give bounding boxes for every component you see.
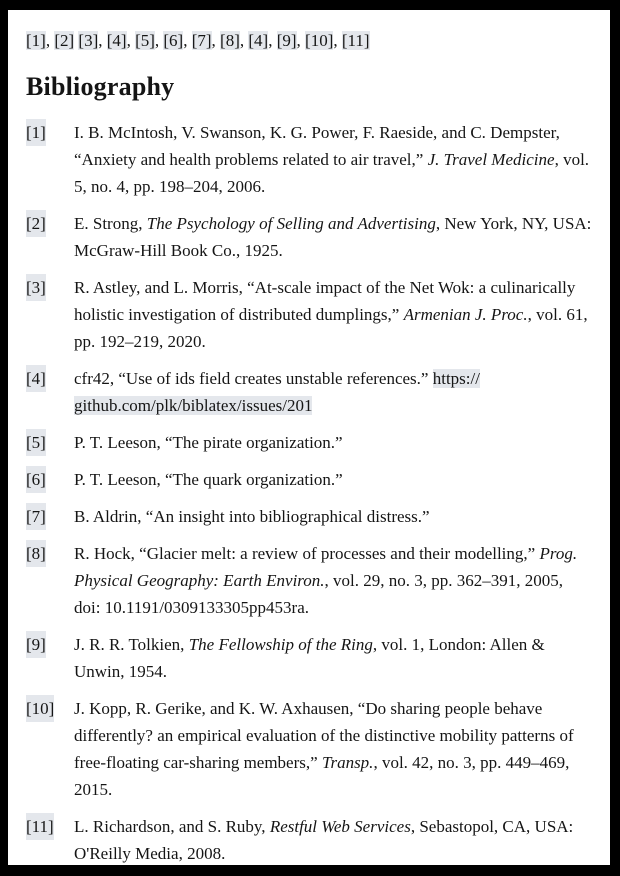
citation-separator: , xyxy=(239,31,249,50)
entry-text-segment: P. T. Leeson, “The pirate organization.” xyxy=(74,433,343,452)
citation-separator: , xyxy=(45,31,55,50)
entry-text-segment: , New York, NY, USA: McGraw-Hill Book Co., 1925. xyxy=(74,214,592,260)
entry-text-segment: L. Richardson, and S. Ruby, xyxy=(74,817,270,836)
entry-label[interactable]: [11] xyxy=(26,813,54,840)
citation-line xyxy=(26,27,592,54)
citation-link[interactable]: [9] xyxy=(276,31,297,50)
entry-text-segment: R. Hock, “Glacier melt: a review of processes and their modelling,” xyxy=(74,544,540,563)
document-page xyxy=(8,10,610,865)
entry-label[interactable]: [1] xyxy=(26,119,46,146)
entry-text xyxy=(74,278,588,351)
bibliography-entry xyxy=(26,503,592,530)
entry-text-segment: cfr42, “Use of ids field creates unstable references.” xyxy=(74,369,433,388)
citation-link[interactable]: [8] xyxy=(220,31,240,50)
entry-text-segment: , vol. 42, no. 3, pp. 449–469, 2015. xyxy=(74,753,570,799)
bibliography-list xyxy=(26,119,592,865)
entry-label[interactable]: [7] xyxy=(26,503,46,530)
entry-title-italic: Armenian J. Proc. xyxy=(403,305,528,324)
entry-text xyxy=(74,507,430,526)
entry-text xyxy=(74,817,573,863)
citation-link[interactable]: [11] xyxy=(341,31,370,50)
citation-link[interactable]: [7] xyxy=(191,31,212,50)
entry-text xyxy=(74,214,591,260)
entry-title-italic: Transp. xyxy=(321,753,374,772)
bibliography-entry xyxy=(26,631,592,685)
entry-text-segment: J. R. R. Tolkien, xyxy=(74,635,189,654)
entry-text-segment: , Sebastopol, CA, USA: O'Reilly Media, 2008. xyxy=(74,817,574,863)
entry-text xyxy=(74,470,343,489)
citation-link[interactable]: [3] xyxy=(78,31,99,50)
citation-link[interactable]: [6] xyxy=(163,31,184,50)
citation-separator: , xyxy=(211,31,221,50)
entry-label[interactable]: [4] xyxy=(26,365,46,392)
citation-link[interactable]: [4] xyxy=(106,31,127,50)
entry-url-link[interactable]: github.com/plk/biblatex/issues/201 xyxy=(74,396,313,415)
entry-text xyxy=(74,699,574,799)
entry-label[interactable]: [2] xyxy=(26,210,46,237)
entry-label[interactable]: [6] xyxy=(26,466,46,493)
entry-text xyxy=(74,433,343,452)
entry-text-segment: B. Aldrin, “An insight into bibliographical distress.” xyxy=(74,507,430,526)
citation-link[interactable]: [2] xyxy=(54,31,75,50)
entry-label[interactable]: [10] xyxy=(26,695,54,722)
citation-link[interactable]: [5] xyxy=(135,31,155,50)
entry-label[interactable]: [8] xyxy=(26,540,46,567)
citation-separator: , xyxy=(154,31,164,50)
entry-title-italic: Restful Web Services xyxy=(269,817,411,836)
entry-label[interactable]: [5] xyxy=(26,429,46,456)
citation-separator: , xyxy=(333,31,342,50)
citation-link[interactable]: [10] xyxy=(305,31,334,50)
entry-url-link[interactable]: https:// xyxy=(432,369,480,388)
entry-text-segment: J. Kopp, R. Gerike, and K. W. Axhausen, “Do sharing people behave differently? an empirical evaluation of the distinctive mobility patterns of free-floating car-sharing members,” xyxy=(74,699,574,772)
entry-text-segment: I. B. McIntosh, V. Swanson, K. G. Power, F. Raeside, and C. Dempster, “Anxiety and health problems related to air travel,” xyxy=(74,123,560,169)
entry-title-italic: The Psychology of Selling and Advertising xyxy=(146,214,436,233)
citation-separator: , xyxy=(268,31,277,50)
bibliography-entry xyxy=(26,429,592,456)
entry-title-italic: Prog. Physical Geography: Earth Environ. xyxy=(74,544,578,590)
bibliography-entry xyxy=(26,365,592,419)
bibliography-entry xyxy=(26,119,592,200)
bibliography-heading: Bibliography xyxy=(26,72,175,101)
citation-link[interactable]: [1] xyxy=(26,31,46,50)
entry-text xyxy=(74,123,589,196)
entry-text-segment: , vol. 61, pp. 192–219, 2020. xyxy=(74,305,588,351)
entry-text xyxy=(74,635,545,681)
bibliography-entry xyxy=(26,466,592,493)
citation-separator: , xyxy=(183,31,192,50)
entry-text xyxy=(74,369,480,415)
citation-separator: , xyxy=(296,31,306,50)
entry-text-segment: E. Strong, xyxy=(74,214,147,233)
bibliography-entry xyxy=(26,540,592,621)
entry-label[interactable]: [9] xyxy=(26,631,46,658)
entry-text-segment: , vol. 5, no. 4, pp. 198–204, 2006. xyxy=(74,150,590,196)
entry-text-segment: P. T. Leeson, “The quark organization.” xyxy=(74,470,343,489)
citation-separator: , xyxy=(98,31,107,50)
entry-title-italic: J. Travel Medicine xyxy=(427,150,555,169)
entry-text-segment: R. Astley, and L. Morris, “At-scale impact of the Net Wok: a culinarically holistic investigation of distributed dumplings,” xyxy=(74,278,576,324)
bibliography-entry xyxy=(26,813,592,865)
entry-text xyxy=(74,544,577,617)
bibliography-entry xyxy=(26,210,592,264)
entry-text-segment: , vol. 1, London: Allen & Unwin, 1954. xyxy=(74,635,545,681)
bibliography-entry xyxy=(26,274,592,355)
entry-label[interactable]: [3] xyxy=(26,274,46,301)
citation-link[interactable]: [4] xyxy=(248,31,269,50)
entry-title-italic: The Fellowship of the Ring xyxy=(188,635,373,654)
bibliography-entry xyxy=(26,695,592,803)
entry-text-segment: , vol. 29, no. 3, pp. 362–391, 2005, doi: 10.1191/0309133305pp453ra. xyxy=(74,571,564,617)
citation-separator: , xyxy=(126,31,136,50)
